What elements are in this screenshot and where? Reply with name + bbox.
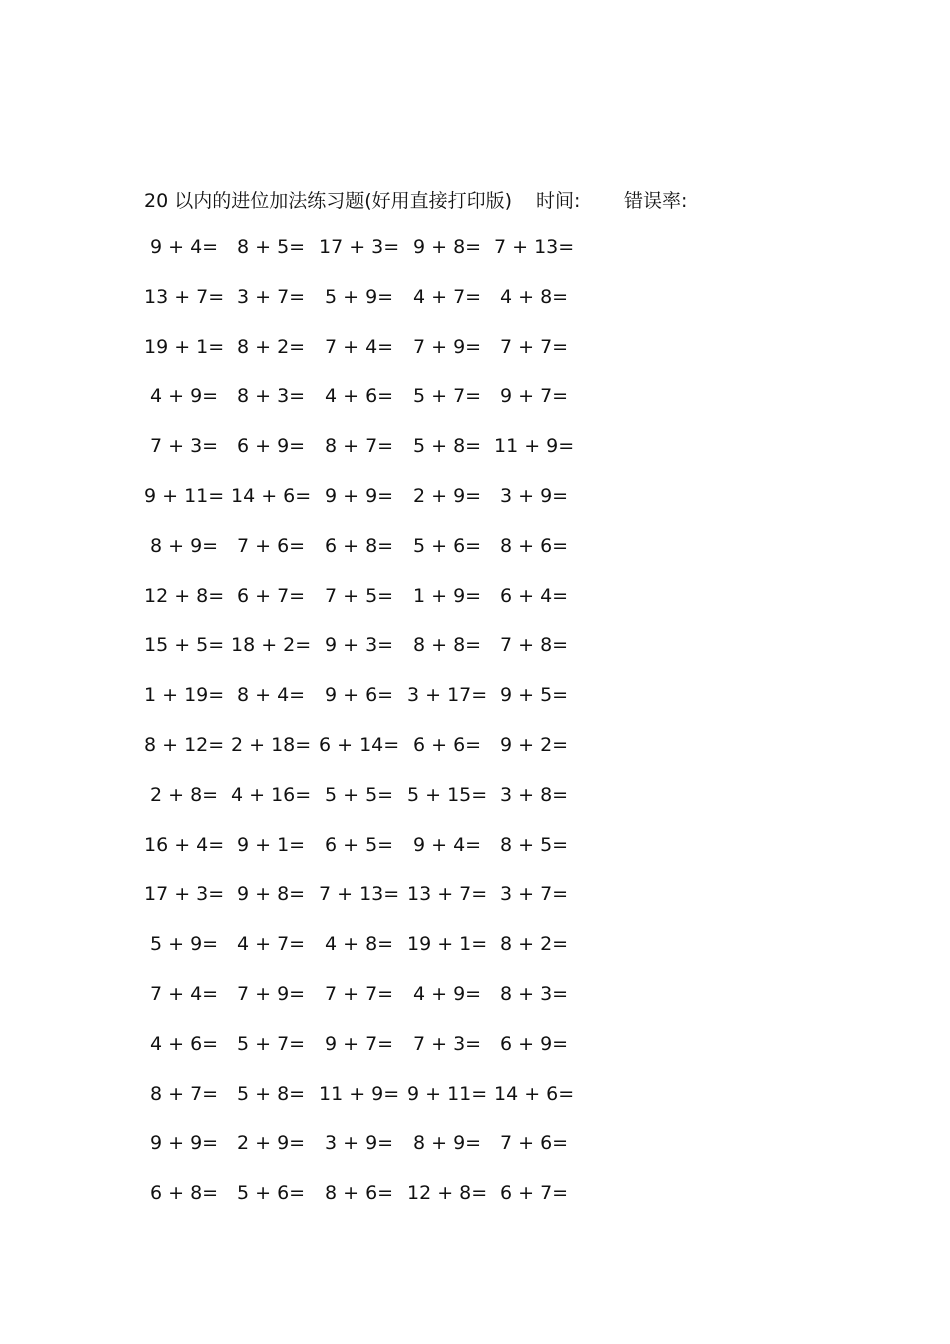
problem-item: 8 + 7= — [325, 435, 394, 458]
problem-item: 8 + 9= — [150, 534, 219, 557]
problem-item: 7 + 4= — [150, 982, 219, 1005]
problem-item: 8 + 6= — [500, 534, 569, 557]
problem-item: 7 + 4= — [325, 335, 394, 358]
problem-item: 8 + 9= — [413, 1132, 482, 1155]
problem-item: 5 + 6= — [237, 1182, 306, 1205]
worksheet-title: 20 以内的进位加法练习题(好用直接打印版) — [144, 190, 513, 212]
problem-item: 11 + 9= — [319, 1082, 400, 1105]
problem-item: 3 + 7= — [500, 883, 569, 906]
problem-item: 5 + 9= — [150, 933, 219, 956]
problem-item: 8 + 8= — [413, 634, 482, 657]
problem-item: 9 + 9= — [150, 1132, 219, 1155]
problem-item: 5 + 7= — [237, 1032, 306, 1055]
problem-item: 5 + 8= — [413, 435, 482, 458]
problem-item: 5 + 6= — [413, 534, 482, 557]
problem-item: 8 + 5= — [500, 833, 569, 856]
problem-item: 4 + 7= — [413, 285, 482, 308]
time-label: 时间: — [536, 190, 581, 212]
problem-item: 4 + 9= — [150, 385, 219, 408]
problem-item: 14 + 6= — [494, 1082, 575, 1105]
problem-item: 2 + 18= — [231, 733, 312, 756]
problem-item: 8 + 7= — [150, 1082, 219, 1105]
problem-item: 8 + 2= — [237, 335, 306, 358]
problem-item: 7 + 9= — [237, 982, 306, 1005]
problem-item: 9 + 6= — [325, 684, 394, 707]
problem-item: 3 + 8= — [500, 783, 569, 806]
problem-item: 17 + 3= — [319, 236, 400, 258]
problem-item: 7 + 3= — [413, 1032, 482, 1055]
problem-item: 9 + 8= — [413, 236, 482, 258]
problem-item: 9 + 3= — [325, 634, 394, 657]
problem-item: 12 + 8= — [407, 1182, 488, 1205]
problem-item: 6 + 9= — [237, 435, 306, 458]
problem-item: 15 + 5= — [144, 634, 225, 657]
problem-item: 4 + 7= — [237, 933, 306, 956]
error-rate-label: 错误率: — [624, 190, 688, 212]
problem-item: 18 + 2= — [231, 634, 312, 657]
problem-item: 13 + 7= — [407, 883, 488, 906]
problem-item: 9 + 11= — [144, 484, 225, 507]
problem-item: 3 + 17= — [407, 684, 488, 707]
problem-item: 7 + 13= — [494, 236, 575, 258]
problem-item: 6 + 8= — [325, 534, 394, 557]
problem-item: 3 + 7= — [237, 285, 306, 308]
problem-item: 8 + 3= — [237, 385, 306, 408]
problem-item: 8 + 2= — [500, 933, 569, 956]
problem-item: 1 + 19= — [144, 684, 225, 707]
problem-item: 3 + 9= — [500, 484, 569, 507]
problem-item: 5 + 7= — [413, 385, 482, 408]
problem-item: 8 + 12= — [144, 733, 225, 756]
problem-item: 2 + 9= — [413, 484, 482, 507]
problem-item: 6 + 7= — [500, 1182, 569, 1205]
problem-item: 9 + 7= — [500, 385, 569, 408]
problem-item: 8 + 6= — [325, 1182, 394, 1205]
problem-item: 5 + 8= — [237, 1082, 306, 1105]
problem-item: 14 + 6= — [231, 484, 312, 507]
problem-item: 6 + 8= — [150, 1182, 219, 1205]
problem-item: 4 + 9= — [413, 982, 482, 1005]
problem-item: 9 + 4= — [150, 236, 219, 258]
problem-item: 9 + 4= — [413, 833, 482, 856]
problem-item: 7 + 5= — [325, 584, 394, 607]
problem-item: 7 + 6= — [237, 534, 306, 557]
problem-item: 19 + 1= — [144, 335, 225, 358]
problem-item: 6 + 5= — [325, 833, 394, 856]
problem-item: 9 + 7= — [325, 1032, 394, 1055]
problem-item: 1 + 9= — [413, 584, 482, 607]
problem-item: 7 + 7= — [500, 335, 569, 358]
problem-item: 9 + 8= — [237, 883, 306, 906]
problem-item: 4 + 16= — [231, 783, 312, 806]
problem-item: 4 + 8= — [325, 933, 394, 956]
problem-item: 9 + 2= — [500, 733, 569, 756]
problem-item: 2 + 8= — [150, 783, 219, 806]
problem-item: 6 + 14= — [319, 733, 400, 756]
problem-item: 7 + 3= — [150, 435, 219, 458]
problem-item: 4 + 8= — [500, 285, 569, 308]
problem-item: 7 + 6= — [500, 1132, 569, 1155]
problem-item: 7 + 7= — [325, 982, 394, 1005]
problem-item: 7 + 13= — [319, 883, 400, 906]
problem-item: 13 + 7= — [144, 285, 225, 308]
problem-item: 17 + 3= — [144, 883, 225, 906]
problem-item: 5 + 5= — [325, 783, 394, 806]
problem-item: 8 + 4= — [237, 684, 306, 707]
problem-item: 6 + 6= — [413, 733, 482, 756]
problem-item: 9 + 11= — [407, 1082, 488, 1105]
problem-item: 12 + 8= — [144, 584, 225, 607]
problem-item: 11 + 9= — [494, 435, 575, 458]
problem-item: 4 + 6= — [150, 1032, 219, 1055]
problem-item: 9 + 1= — [237, 833, 306, 856]
problem-item: 9 + 9= — [325, 484, 394, 507]
problem-item: 4 + 6= — [325, 385, 394, 408]
problem-item: 5 + 15= — [407, 783, 488, 806]
problem-item: 8 + 3= — [500, 982, 569, 1005]
problem-item: 7 + 8= — [500, 634, 569, 657]
problem-item: 6 + 9= — [500, 1032, 569, 1055]
problem-item: 16 + 4= — [144, 833, 225, 856]
problem-item: 6 + 4= — [500, 584, 569, 607]
problem-item: 3 + 9= — [325, 1132, 394, 1155]
problem-item: 19 + 1= — [407, 933, 488, 956]
problem-item: 6 + 7= — [237, 584, 306, 607]
problem-item: 5 + 9= — [325, 285, 394, 308]
problem-item: 9 + 5= — [500, 684, 569, 707]
problem-item: 7 + 9= — [413, 335, 482, 358]
problem-item: 8 + 5= — [237, 236, 306, 258]
problem-item: 2 + 9= — [237, 1132, 306, 1155]
